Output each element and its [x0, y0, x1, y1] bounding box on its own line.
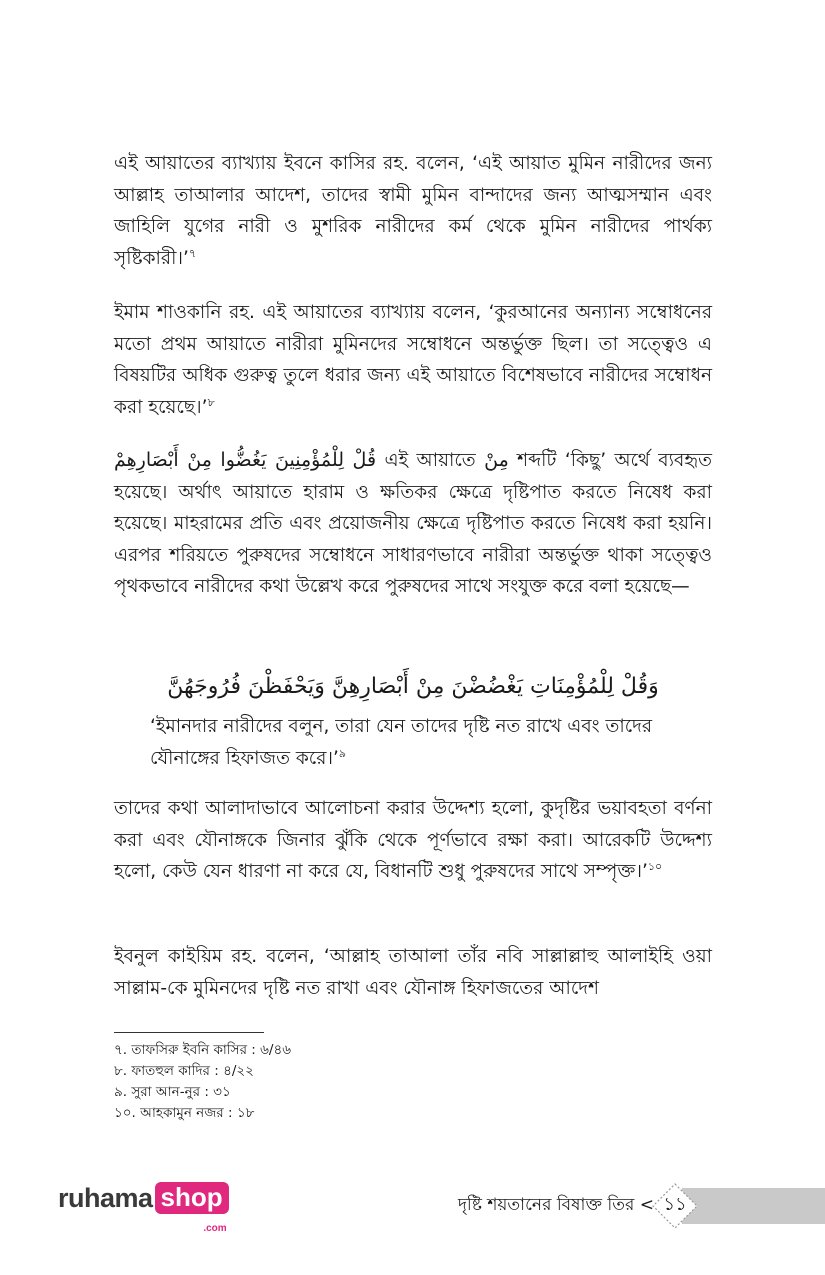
paragraph-text: ইমাম শাওকানি রহ. এই আয়াতের ব্যাখ্যায় বলেন, ‘কুরআনের অন্যান্য সম্বোধনের মতো প্রথম আয়াতে নারীরা মুমিনদের সম্বোধনে অন্তর্ভুক্ত ছিল। তা সত্ত্বেও এ বিষয়টির অধিক গুরুত্ব তুলে ধরার জন্য এই আয়াতে বিশেষভাবে নারীদের সম্বোধন করা হয়েছে।’ [114, 302, 712, 418]
translation-text: ‘ইমানদার নারীদের বলুন, তারা যেন তাদের দৃষ্টি নত রাখে এবং তাদের যৌনাঙ্গের হিফাজত করে।’ [150, 716, 653, 769]
page-number: ১১ [663, 1194, 687, 1215]
book-title: দৃষ্টি শয়তানের বিষাক্ত তির [457, 1195, 635, 1215]
verse-translation [150, 711, 690, 774]
arabic-word-inline: مِنْ [484, 449, 509, 471]
logo-box-text: shop [160, 1182, 223, 1212]
footer-band [682, 1188, 825, 1224]
paragraph-text: এই আয়াতের ব্যাখ্যায় ইবনে কাসির রহ. বলেন, ‘এই আয়াত মুমিন নারীদের জন্য আল্লাহ তাআলার আদেশ, তাদের স্বামী মুমিন বান্দাদের জন্য আত্মসম্মান এবং জাহিলি যুগের নারী ও মুশরিক নারীদের কর্ম থেকে মুমিন নারীদের পার্থক্য সৃষ্টিকারী।’ [114, 153, 712, 269]
logo-sub-text: .com [203, 1223, 227, 1234]
logo-shop-badge [155, 1182, 229, 1234]
paragraph-ibn-qayyim [114, 941, 712, 1004]
quran-verse-arabic: وَقُلْ لِلْمُؤْمِنَاتِ يَغْضُضْنَ مِنْ أَبْصَارِهِنَّ وَيَحْفَظْنَ فُرُوجَهُنَّ [167, 674, 659, 699]
footer-separator: < [639, 1195, 654, 1215]
paragraph-text-part-1: এই আয়াতে [384, 450, 476, 471]
paragraph-text-part-2: শব্দটি ‘কিছু’ অর্থে ব্যবহৃত হয়েছে। অর্থাৎ আয়াতে হারাম ও ক্ষতিকর ক্ষেত্রে দৃষ্টিপাত করতে নিষেধ করা হয়েছে। মাহরামের প্রতি এবং প্রয়োজনীয় ক্ষেত্রে দৃষ্টিপাত করতে নিষেধ করা হয়নি। এরপর শরিয়তে পুরুষদের সম্বোধনে সাধারণভাবে নারীরা অন্তর্ভুক্ত থাকা সত্ত্বেও পৃথকভাবে নারীদের কথা উল্লেখ করে পুরুষদের সাথে সংযুক্ত করে বলা হয়েছে— [114, 450, 712, 597]
footnotes-list [114, 1040, 291, 1124]
footnote-ref: ৮ [207, 395, 215, 409]
footnote-item: ১০. আহকামুন নজর : ১৮ [114, 1105, 255, 1121]
paragraph-shawkani [114, 297, 712, 423]
paragraph-purpose [114, 793, 712, 888]
running-footer [458, 1190, 654, 1220]
footnote-ref: ৯ [338, 746, 347, 760]
paragraph-text: ইবনুল কাইয়িম রহ. বলেন, ‘আল্লাহ তাআলা তাঁর নবি সাল্লাল্লাহু আলাইহি ওয়া সাল্লাম-কে মুমিনদের দৃষ্টি নত রাখা এবং যৌনাঙ্গ হিফাজতের আদেশ [114, 946, 712, 999]
footnote-item: ৯. সুরা আন-নুর : ৩১ [114, 1084, 231, 1100]
footnote-item: ৭. তাফসিরু ইবনি কাসির : ৬/৪৬ [114, 1042, 292, 1058]
paragraph-ibn-kathir [114, 148, 712, 274]
footnote-divider [114, 1032, 264, 1033]
arabic-verse-inline: قُلْ لِلْمُؤْمِنِينَ يَغُضُّوا مِنْ أَبْصَارِهِمْ [114, 449, 377, 471]
paragraph-text: তাদের কথা আলাদাভাবে আলোচনা করার উদ্দেশ্য হলো, কুদৃষ্টির ভয়াবহতা বর্ণনা করা এবং যৌনাঙ্গকে জিনার ঝুঁকি থেকে পূর্ণভাবে রক্ষা করা। আরেকটি উদ্দেশ্য হলো, কেউ যেন ধারণা না করে যে, বিধানটি শুধু পুরুষদের সাথে সম্পৃক্ত।’ [114, 798, 712, 882]
paragraph-ayah-explanation [114, 445, 712, 603]
footnote-ref: ১০ [647, 859, 663, 873]
footnote-item: ৮. ফাতহুল কাদির : ৪/২২ [114, 1063, 254, 1079]
logo-word: ruhama [58, 1182, 153, 1213]
footnote-ref: ৭ [188, 246, 197, 260]
ruhamashop-logo [58, 1178, 229, 1234]
